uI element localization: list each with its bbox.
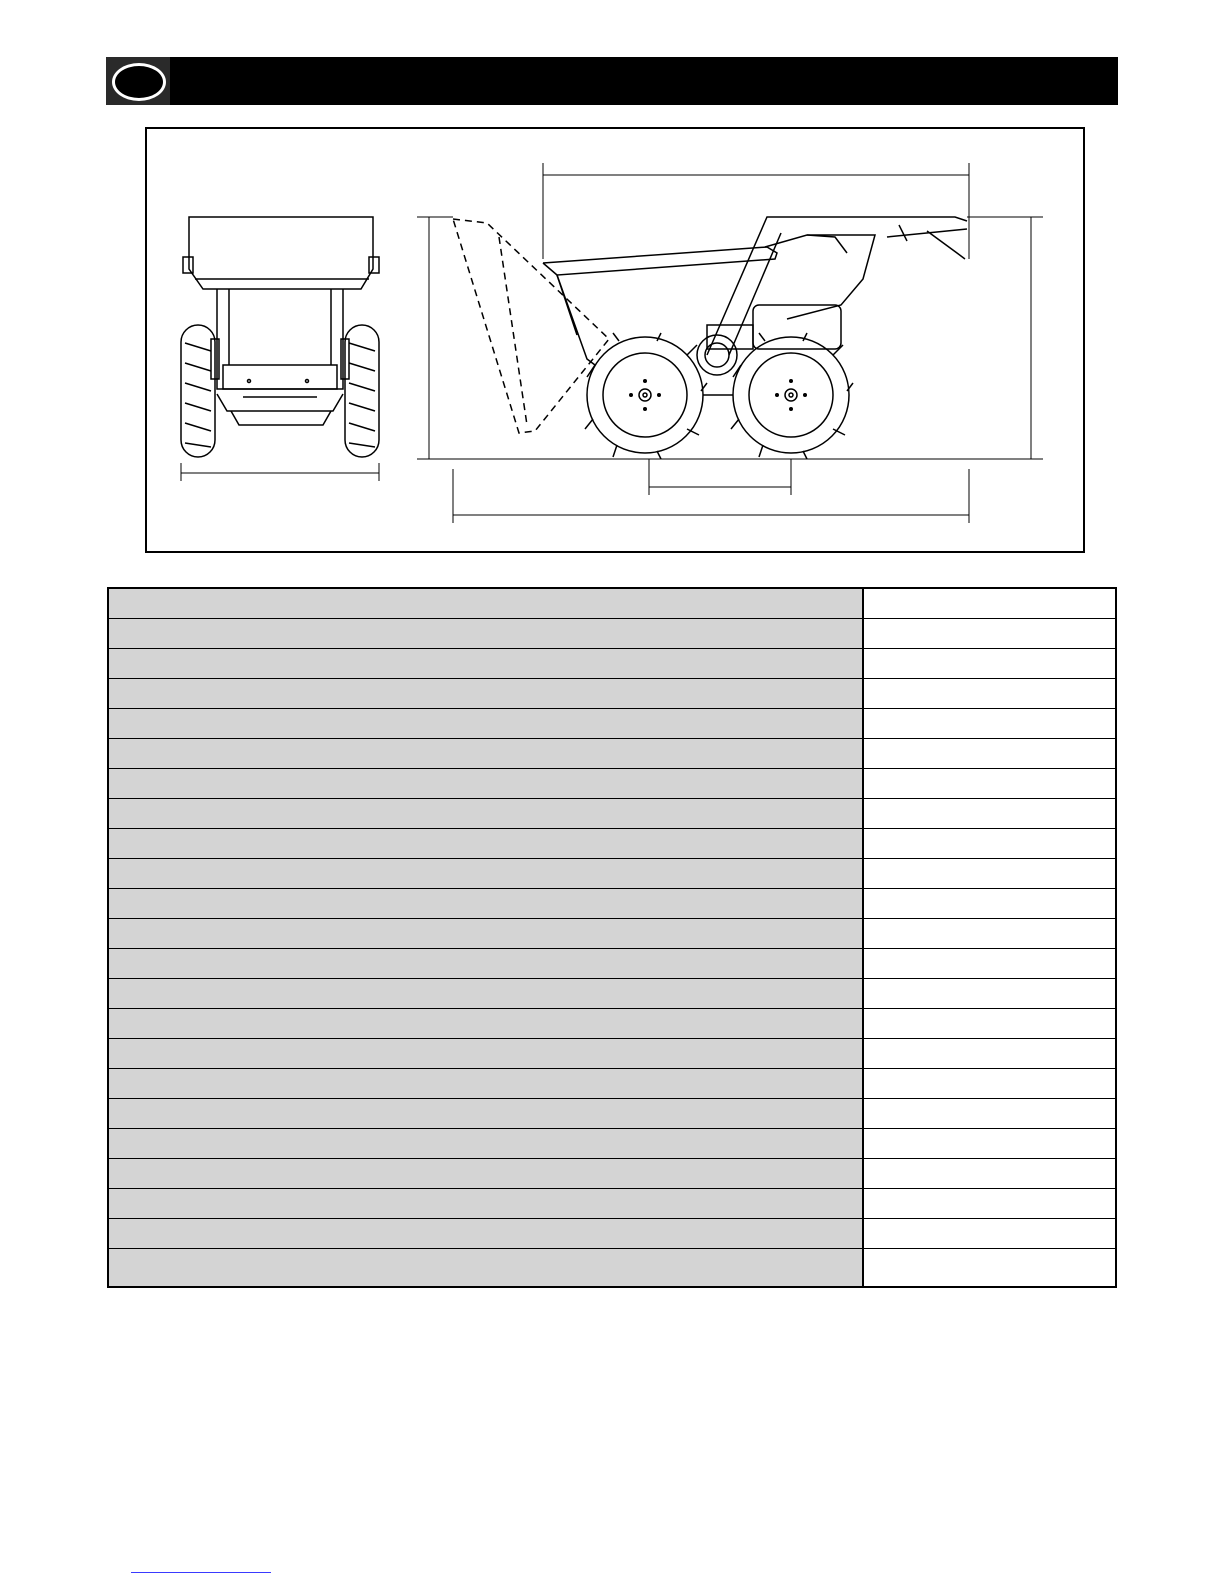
spec-row [108, 919, 1116, 949]
spec-value [863, 1129, 1116, 1159]
spec-row [108, 679, 1116, 709]
spec-row [108, 619, 1116, 649]
spec-row [108, 829, 1116, 859]
spec-value [863, 799, 1116, 829]
spec-label [108, 1069, 863, 1099]
spec-label [108, 799, 863, 829]
spec-label [108, 1249, 863, 1288]
spec-label [108, 1099, 863, 1129]
front-view-drawing [181, 217, 379, 457]
footer-link-underline [131, 1572, 271, 1573]
spec-value [863, 1099, 1116, 1129]
spec-label [108, 979, 863, 1009]
spec-label [108, 649, 863, 679]
spec-label [108, 859, 863, 889]
spec-label [108, 1129, 863, 1159]
spec-value [863, 859, 1116, 889]
spec-label [108, 709, 863, 739]
spec-row [108, 1129, 1116, 1159]
spec-label [108, 919, 863, 949]
spec-value [863, 1249, 1116, 1288]
spec-row [108, 1159, 1116, 1189]
section-header-bar [106, 57, 1118, 105]
spec-row [108, 1099, 1116, 1129]
dumper-dimension-drawing [147, 129, 1083, 551]
spec-label [108, 619, 863, 649]
spec-value [863, 919, 1116, 949]
language-code [106, 57, 170, 105]
spec-row [108, 979, 1116, 1009]
spec-label [108, 1219, 863, 1249]
spec-row [108, 709, 1116, 739]
spec-row [108, 799, 1116, 829]
spec-row [108, 1069, 1116, 1099]
spec-row [108, 1039, 1116, 1069]
spec-value [863, 679, 1116, 709]
spec-label [108, 829, 863, 859]
spec-value [863, 1039, 1116, 1069]
spec-label [108, 949, 863, 979]
spec-value [863, 769, 1116, 799]
spec-row [108, 769, 1116, 799]
spec-row [108, 1219, 1116, 1249]
spec-row [108, 1009, 1116, 1039]
spec-value [863, 829, 1116, 859]
spec-value [863, 949, 1116, 979]
spec-value [863, 1189, 1116, 1219]
side-view-drawing [453, 217, 967, 453]
dimension-drawing-frame [145, 127, 1085, 553]
spec-label [108, 889, 863, 919]
spec-value [863, 889, 1116, 919]
spec-value [863, 1069, 1116, 1099]
spec-label [108, 588, 863, 619]
spec-row [108, 1189, 1116, 1219]
spec-row [108, 649, 1116, 679]
spec-value [863, 619, 1116, 649]
spec-label [108, 1009, 863, 1039]
spec-value [863, 1009, 1116, 1039]
spec-value [863, 1219, 1116, 1249]
spec-row [108, 859, 1116, 889]
tire-tread-pattern [585, 333, 853, 459]
spec-label [108, 1159, 863, 1189]
spec-value [863, 979, 1116, 1009]
spec-label [108, 739, 863, 769]
language-badge [106, 57, 170, 105]
specifications-table [107, 587, 1117, 1288]
spec-value [863, 1159, 1116, 1189]
front-view-width-dimension [181, 463, 379, 481]
spec-row [108, 739, 1116, 769]
spec-label [108, 1039, 863, 1069]
spec-row [108, 889, 1116, 919]
spec-row [108, 588, 1116, 619]
spec-label [108, 1189, 863, 1219]
spec-label [108, 679, 863, 709]
spec-row [108, 949, 1116, 979]
spec-value [863, 588, 1116, 619]
spec-value [863, 739, 1116, 769]
spec-row [108, 1249, 1116, 1288]
spec-value [863, 649, 1116, 679]
spec-label [108, 769, 863, 799]
spec-value [863, 709, 1116, 739]
